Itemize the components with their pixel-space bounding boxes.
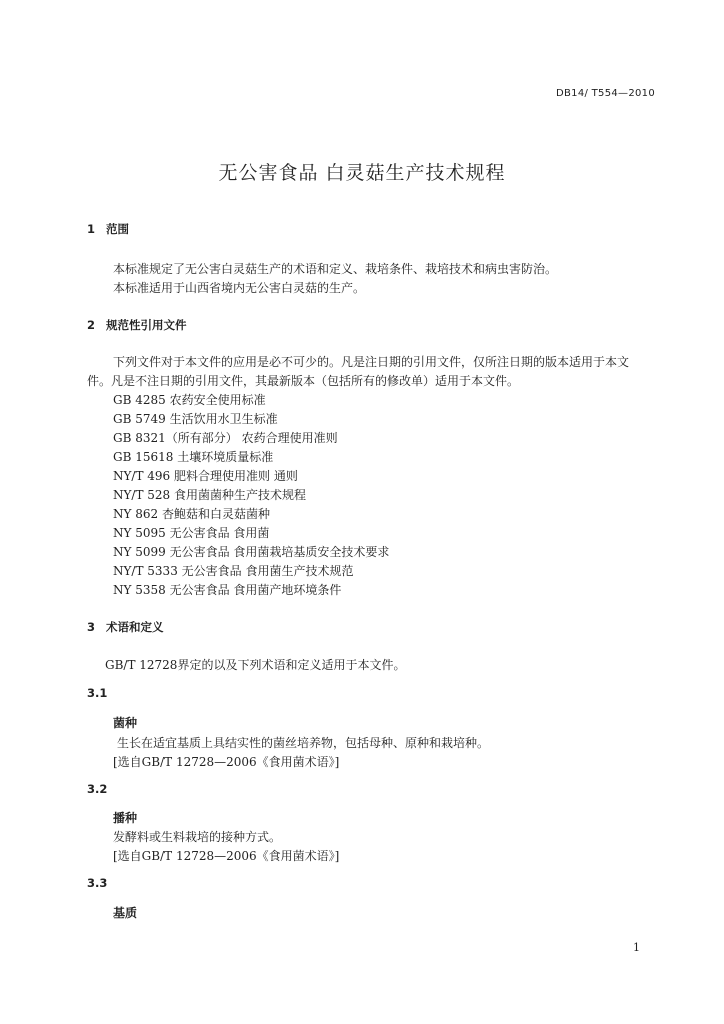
term-name: 基质	[113, 906, 138, 920]
reference-item: GB 5749 生活饮用水卫生标准	[113, 412, 278, 426]
section-number: 2	[87, 318, 96, 332]
section-number: 3	[87, 620, 96, 634]
reference-item: NY 5099 无公害食品 食用菌栽培基质安全技术要求	[113, 545, 390, 559]
section-number: 1	[87, 222, 96, 236]
paragraph-line: 本标准规定了无公害白灵菇生产的术语和定义、栽培条件、栽培技术和病虫害防治。	[113, 262, 558, 276]
paragraph-line: 下列文件对于本文件的应用是必不可少的。凡是注日期的引用文件，仅所注日期的版本适用于本文	[113, 355, 630, 369]
term-source: [选自GB/T 12728—2006《食用菌术语》]	[113, 755, 340, 769]
section-title: 规范性引用文件	[106, 318, 187, 332]
reference-item: NY/T 528 食用菌菌种生产技术规程	[113, 488, 307, 502]
reference-item: GB 8321（所有部分） 农药合理使用准则	[113, 431, 338, 445]
page-number: 1	[633, 941, 640, 954]
reference-item: NY/T 496 肥料合理使用准则 通则	[113, 469, 298, 483]
paragraph-line: 件。凡是不注日期的引用文件，其最新版本（包括所有的修改单）适用于本文件。	[87, 374, 520, 388]
term-name: 菌种	[113, 716, 138, 730]
term-definition: 生长在适宜基质上具结实性的菌丝培养物，包括母种、原种和栽培种。	[117, 736, 490, 750]
term-number: 3.1	[87, 686, 108, 700]
reference-item: GB 4285 农药安全使用标准	[113, 393, 266, 407]
term-name: 播种	[113, 811, 138, 825]
section-title: 范围	[106, 222, 129, 236]
paragraph-line: GB/T 12728界定的以及下列术语和定义适用于本文件。	[105, 658, 406, 672]
section-heading-scope	[87, 221, 129, 237]
paragraph-line: 本标准适用于山西省境内无公害白灵菇的生产。	[113, 281, 366, 295]
reference-item: NY 5095 无公害食品 食用菌	[113, 526, 270, 540]
term-number: 3.3	[87, 876, 108, 890]
reference-item: GB 15618 土壤环境质量标准	[113, 450, 274, 464]
section-title: 术语和定义	[106, 620, 164, 634]
reference-item: NY 862 杏鲍菇和白灵菇菌种	[113, 507, 270, 521]
term-source: [选自GB/T 12728—2006《食用菌术语》]	[113, 849, 340, 863]
reference-item: NY 5358 无公害食品 食用菌产地环境条件	[113, 583, 342, 597]
document-title: 无公害食品 白灵菇生产技术规程	[218, 162, 506, 184]
term-number: 3.2	[87, 782, 108, 796]
standard-code: DB14/ T554—2010	[556, 88, 655, 99]
term-definition: 发酵料或生料栽培的接种方式。	[113, 830, 282, 844]
section-heading-normative-references	[87, 317, 187, 333]
section-heading-terms-and-definitions	[87, 619, 164, 635]
reference-item: NY/T 5333 无公害食品 食用菌生产技术规范	[113, 564, 354, 578]
